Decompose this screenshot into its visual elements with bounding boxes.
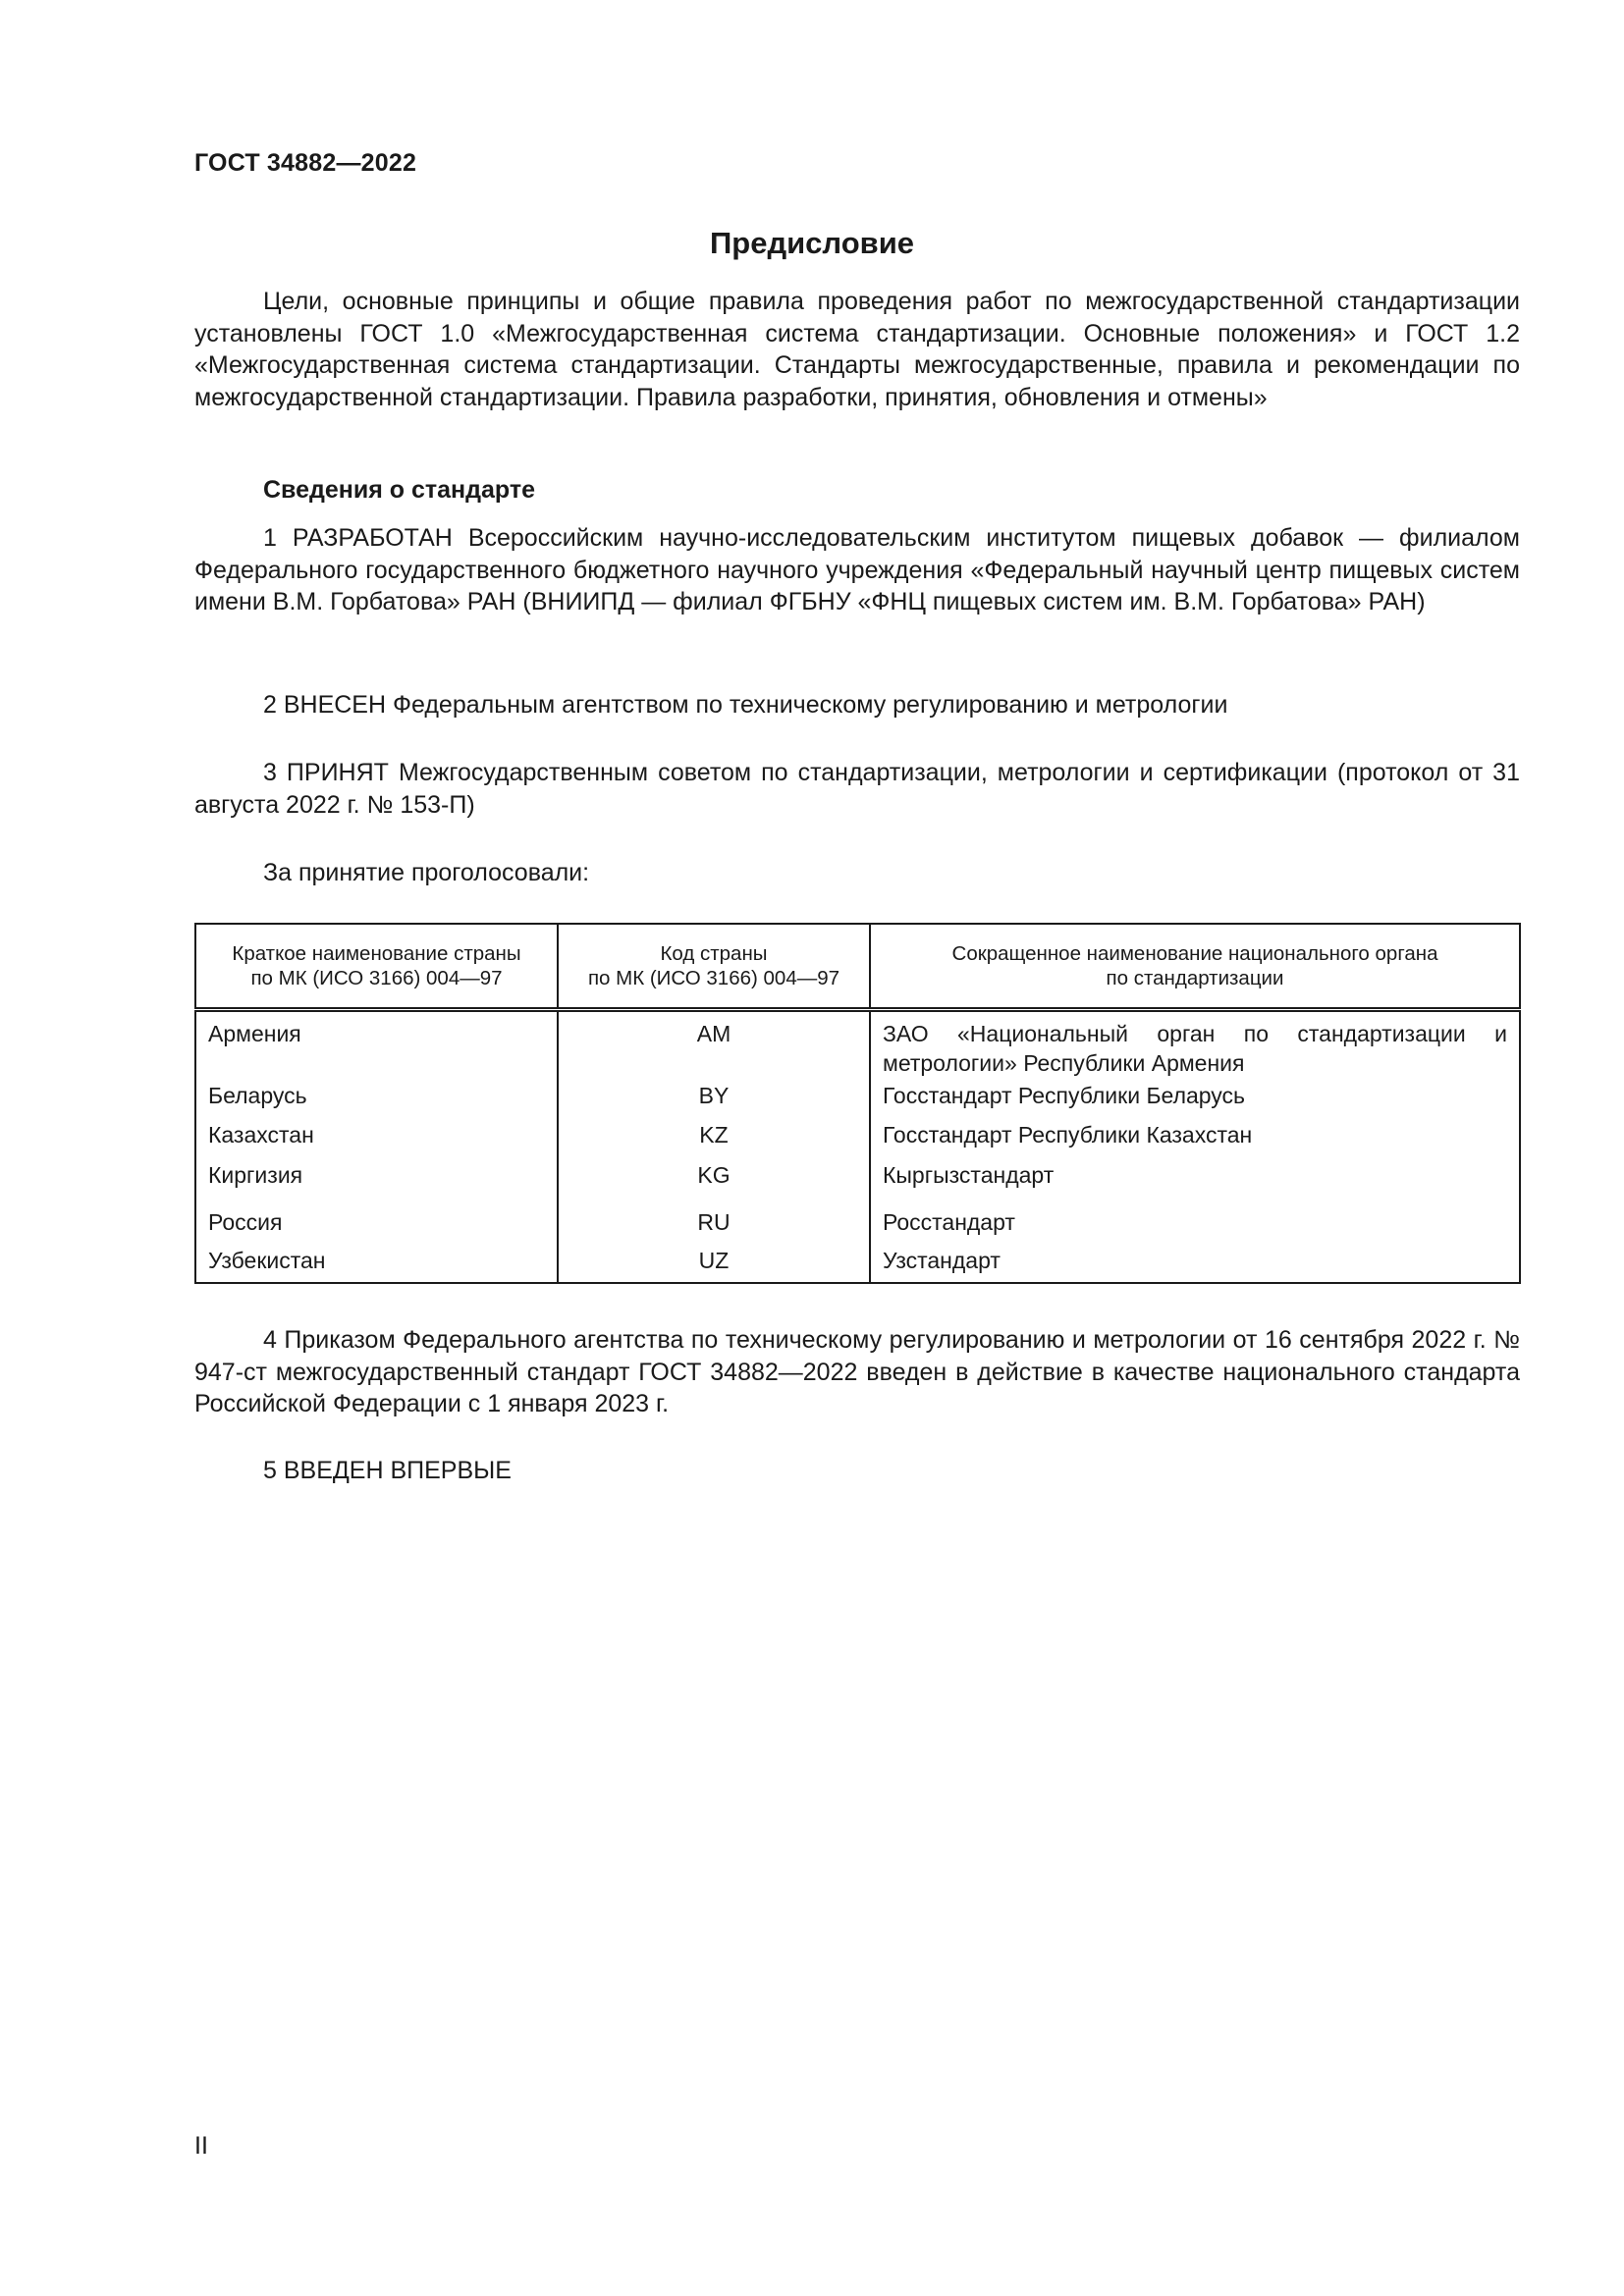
code-cell: KZ — [558, 1120, 870, 1160]
table-row — [195, 1160, 1520, 1207]
item-4-order: 4 Приказом Федерального агентства по техническому регулированию и метрологии от 16 сентября 2022 г. № 947-ст межгосударственный стандарт ГОСТ 34882—2022 введен в действие в качестве национального стандарта Российской Федерации с 1 января 2023 г. — [194, 1326, 1520, 1417]
item-2-introduced: 2 ВНЕСЕН Федеральным агентством по техническому регулированию и метрологии — [263, 691, 1228, 719]
code-cell: KG — [558, 1160, 870, 1207]
header-country-code: Код страны по МК (ИСО 3166) 004—97 — [558, 924, 870, 1010]
country-cell: Узбекистан — [195, 1246, 558, 1283]
intro-paragraph: Цели, основные принципы и общие правила проведения работ по межгосударственной стандартизации установлены ГОСТ 1.0 «Межгосударственная система стандартизации. Основные положения» и ГОСТ 1.2 «Межгосударственная система стандартизации. Стандарты межгосударственные, правила и рекомендации по межгосударственной стандартизации. Правила разработки, принятия, обновления и отмены» — [194, 288, 1520, 411]
body-cell: Узстандарт — [883, 1247, 1001, 1273]
table-header-row — [195, 924, 1520, 1010]
country-cell: Россия — [195, 1207, 558, 1246]
body-cell: Росстандарт — [883, 1208, 1015, 1235]
item-5-first-introduced: 5 ВВЕДЕН ВПЕРВЫЕ — [263, 1457, 512, 1484]
body-cell: ЗАО «Национальный орган по стандартизации и метрологии» Республики Армения — [883, 1021, 1507, 1076]
table-row — [195, 1081, 1520, 1120]
body-cell: Кыргызстандарт — [883, 1161, 1055, 1188]
table-row — [195, 1246, 1520, 1283]
body-cell: Госстандарт Республики Казахстан — [883, 1121, 1253, 1148]
voting-table — [194, 923, 1521, 1284]
page-title: Предисловие — [709, 226, 914, 260]
country-cell: Киргизия — [195, 1160, 558, 1207]
code-cell: UZ — [558, 1246, 870, 1283]
header-country-name: Краткое наименование страны по МК (ИСО 3166) 004—97 — [195, 924, 558, 1010]
table-row — [195, 1120, 1520, 1160]
country-cell: Армения — [195, 1010, 558, 1081]
standard-info-heading: Сведения о стандарте — [263, 476, 536, 504]
table-row — [195, 1010, 1520, 1081]
table-row — [195, 1207, 1520, 1246]
document-code: ГОСТ 34882—2022 — [194, 149, 417, 177]
header-national-body: Сокращенное наименование национального органа по стандартизации — [870, 924, 1520, 1010]
code-cell: BY — [558, 1081, 870, 1120]
country-cell: Беларусь — [195, 1081, 558, 1120]
code-cell: RU — [558, 1207, 870, 1246]
item-3-adopted: 3 ПРИНЯТ Межгосударственным советом по стандартизации, метрологии и сертификации (протокол от 31 августа 2022 г. № 153-П) — [194, 759, 1520, 819]
page-number: II — [194, 2132, 208, 2160]
item-1-developed: 1 РАЗРАБОТАН Всероссийским научно-исследовательским институтом пищевых добавок — филиалом Федерального государственного бюджетного научного учреждения «Федеральный научный центр пищевых систем имени В.М. Горбатова» РАН (ВНИИПД — филиал ФГБНУ «ФНЦ пищевых систем им. В.М. Горбатова» РАН) — [194, 524, 1520, 615]
voted-label: За принятие проголосовали: — [263, 859, 590, 886]
body-cell: Госстандарт Республики Беларусь — [883, 1082, 1246, 1108]
code-cell: AM — [558, 1010, 870, 1081]
country-cell: Казахстан — [195, 1120, 558, 1160]
